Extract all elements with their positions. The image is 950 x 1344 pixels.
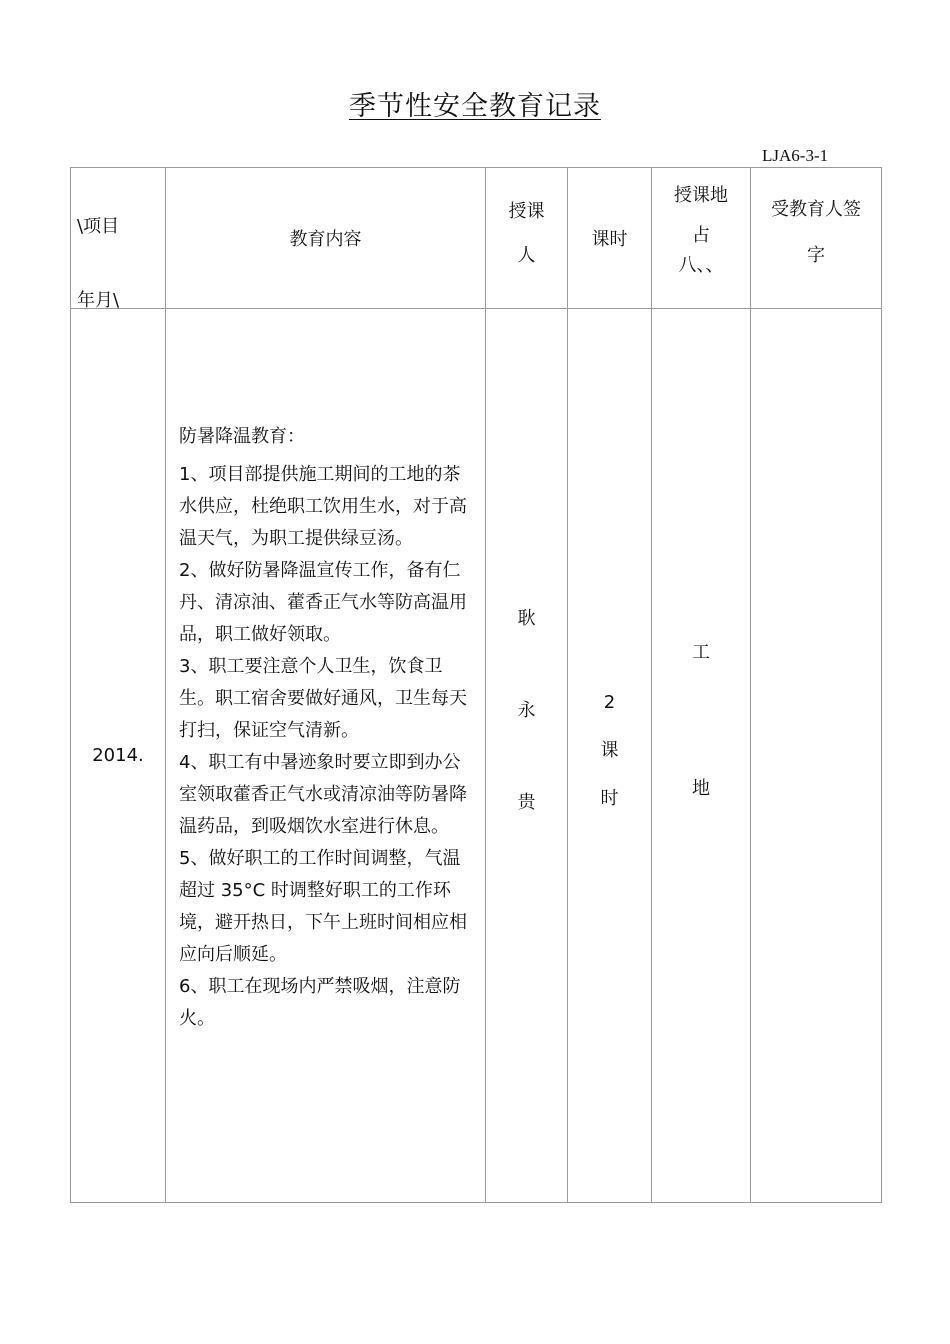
signature-header-line-2: 字 [807, 245, 825, 266]
teacher-header-cell [486, 168, 568, 309]
signature-cell [751, 309, 882, 1203]
teacher-cell [486, 309, 568, 1203]
date-cell [71, 309, 166, 1203]
place-char-1: 工 [692, 641, 710, 663]
place-char-2: 地 [692, 777, 710, 799]
content-item-6: 6、职工在现场内严禁吸烟，注意防火。 [179, 976, 461, 1029]
date-value: 2014. [92, 745, 144, 766]
teacher-char-1: 耿 [517, 607, 536, 629]
page-title: 季节性安全教育记录 [349, 91, 601, 122]
content-item-4: 4、职工有中暑迹象时要立即到办公室领取藿香正气水或清凉油等防暑降温药品，到吸烟饮水室进行休息。 [179, 752, 467, 837]
signature-header-cell [751, 168, 882, 309]
teacher-header-line-2: 人 [517, 245, 536, 266]
hours-header-cell [568, 168, 652, 309]
header-row [71, 168, 882, 309]
document-number: LJA6-3-1 [762, 146, 829, 165]
place-header-cell [652, 168, 751, 309]
hours-char-1: 课 [600, 739, 619, 761]
content-header-label: 教育内容 [289, 229, 362, 250]
place-header-line-2: 占 [692, 225, 710, 246]
corner-header-cell [71, 168, 166, 309]
place-cell [652, 309, 751, 1203]
hours-header-label: 课时 [591, 229, 628, 250]
teacher-char-3: 贵 [517, 791, 536, 813]
place-header-line-1: 授课地 [674, 185, 728, 206]
content-cell [166, 309, 486, 1203]
teacher-header-line-1: 授课 [508, 201, 545, 222]
hours-value: 2 [603, 691, 616, 713]
content-header-cell [166, 168, 486, 309]
place-header-line-3: 八、、 [678, 255, 724, 276]
teacher-char-2: 永 [517, 699, 536, 721]
hours-char-2: 时 [600, 787, 619, 809]
corner-label-item: \项目 [77, 216, 120, 237]
corner-label-date: 年月\ [77, 290, 120, 311]
content-item-1: 1、项目部提供施工期间的工地的茶水供应，杜绝职工饮用生水，对于高温天气，为职工提供绿豆汤。 [179, 464, 467, 549]
signature-header-line-1: 受教育人签 [771, 199, 861, 220]
hours-cell [568, 309, 652, 1203]
content-heading: 防暑降温教育： [179, 426, 305, 447]
education-record-table [70, 167, 882, 1203]
content-item-2: 2、做好防暑降温宣传工作，备有仁丹、清凉油、藿香正气水等防高温用品，职工做好领取。 [179, 560, 467, 645]
content-item-3: 3、职工要注意个人卫生，饮食卫生。职工宿舍要做好通风，卫生每天打扫，保证空气清新。 [179, 656, 467, 741]
record-row [71, 309, 882, 1203]
content-item-5: 5、做好职工的工作时间调整，气温超过 35°C 时调整好职工的工作环境，避开热日，下午上班时间相应相应向后顺延。 [179, 848, 467, 965]
